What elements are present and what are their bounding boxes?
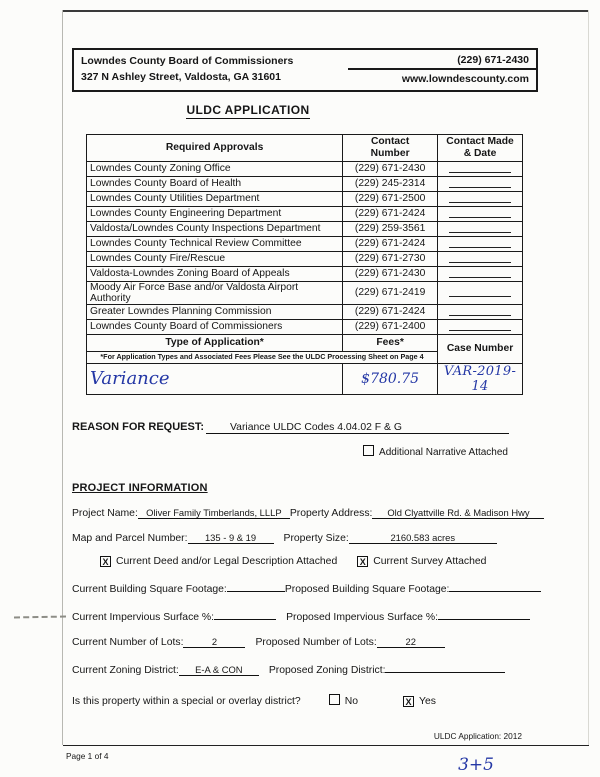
building-square-footage-row bbox=[72, 579, 538, 595]
current-impervious-field[interactable] bbox=[214, 607, 276, 620]
approval-name: Lowndes County Board of Health bbox=[87, 176, 343, 191]
page-number: Page 1 of 4 bbox=[66, 751, 109, 761]
approval-row bbox=[87, 191, 523, 206]
scan-artifact-dashes bbox=[14, 616, 66, 619]
scan-edge-top bbox=[62, 10, 589, 12]
fees-footnote: *For Application Types and Associated Fees Please See the ULDC Processing Sheet on Page 4 bbox=[87, 351, 438, 363]
approval-row bbox=[87, 176, 523, 191]
contact-made-cell bbox=[438, 236, 523, 251]
property-size-value: 2160.583 acres bbox=[390, 531, 456, 543]
handwritten-margin-note: 3+5 bbox=[458, 755, 494, 775]
contact-made-cell bbox=[438, 251, 523, 266]
reason-for-request-value: Variance ULDC Codes 4.04.02 F & G bbox=[230, 421, 402, 433]
deed-attached-checkbox[interactable]: X bbox=[100, 556, 111, 567]
approval-row bbox=[87, 161, 523, 176]
approval-phone: (229) 671-2430 bbox=[343, 161, 438, 176]
approval-phone: (229) 671-2424 bbox=[343, 206, 438, 221]
current-building-sqft-label: Current Building Square Footage: bbox=[72, 583, 227, 595]
deed-attached-label: Current Deed and/or Legal Description Attached bbox=[116, 555, 338, 567]
project-name-row bbox=[72, 506, 538, 519]
approval-row bbox=[87, 266, 523, 281]
current-building-sqft-field[interactable] bbox=[227, 579, 285, 592]
current-impervious-label: Current Impervious Surface %: bbox=[72, 611, 215, 623]
contact-made-blank[interactable] bbox=[449, 177, 511, 188]
fee-entry-handwritten[interactable]: $780.75 bbox=[343, 363, 438, 394]
approval-row bbox=[87, 304, 523, 319]
overlay-yes-checkbox[interactable]: X bbox=[403, 696, 414, 707]
contact-made-blank[interactable] bbox=[449, 207, 511, 218]
contact-made-blank[interactable] bbox=[449, 286, 511, 297]
approval-row bbox=[87, 251, 523, 266]
proposed-building-sqft-field[interactable] bbox=[449, 579, 541, 592]
project-information-heading: PROJECT INFORMATION bbox=[72, 481, 208, 494]
application-type-entry-handwritten[interactable]: Variance bbox=[87, 363, 343, 394]
contact-made-blank[interactable] bbox=[449, 237, 511, 248]
proposed-zoning-label: Proposed Zoning District: bbox=[268, 664, 386, 676]
approval-row bbox=[87, 281, 523, 304]
project-name-label: Project Name: bbox=[72, 507, 138, 519]
contact-made-blank[interactable] bbox=[449, 305, 511, 316]
approval-row bbox=[87, 319, 523, 334]
proposed-lots-field[interactable] bbox=[377, 635, 445, 648]
project-name-value: Oliver Family Timberlands, LLLP bbox=[146, 506, 282, 518]
proposed-zoning-field[interactable] bbox=[385, 660, 505, 673]
contact-made-cell bbox=[438, 206, 523, 221]
property-address-value: Old Clyattville Rd. & Madison Hwy bbox=[387, 506, 530, 518]
approval-name: Lowndes County Engineering Department bbox=[87, 206, 343, 221]
approval-phone: (229) 259-3561 bbox=[343, 221, 438, 236]
additional-narrative-label: Additional Narrative Attached bbox=[379, 446, 508, 458]
approval-name: Valdosta/Lowndes County Inspections Department bbox=[87, 221, 343, 236]
approval-row bbox=[87, 206, 523, 221]
contact-made-blank[interactable] bbox=[449, 320, 511, 331]
property-address-field[interactable] bbox=[372, 506, 544, 519]
overlay-no-checkbox[interactable] bbox=[329, 694, 340, 705]
overlay-yes-label: Yes bbox=[418, 695, 436, 707]
approval-phone: (229) 671-2500 bbox=[343, 191, 438, 206]
map-parcel-row bbox=[72, 531, 538, 544]
number-of-lots-row bbox=[72, 635, 538, 648]
proposed-impervious-label: Proposed Impervious Surface %: bbox=[286, 611, 438, 623]
org-address: 327 N Ashley Street, Valdosta, GA 31601 bbox=[81, 70, 281, 83]
approval-name: Greater Lowndes Planning Commission bbox=[87, 304, 343, 319]
approval-name: Moody Air Force Base and/or Valdosta Airport Authority bbox=[87, 281, 343, 304]
required-approvals-table bbox=[86, 134, 523, 395]
contact-made-cell bbox=[438, 304, 523, 319]
overlay-district-row bbox=[72, 694, 538, 707]
current-zoning-value: E-A & CON bbox=[195, 663, 243, 675]
property-size-label: Property Size: bbox=[283, 532, 349, 544]
form-version-text: ULDC Application: 2012 bbox=[433, 731, 522, 741]
contact-made-blank[interactable] bbox=[449, 192, 511, 203]
approval-row bbox=[87, 221, 523, 236]
current-zoning-field[interactable] bbox=[179, 663, 259, 676]
form-title: ULDC APPLICATION bbox=[186, 102, 310, 117]
overlay-no-label: No bbox=[344, 695, 358, 707]
attachments-row bbox=[72, 556, 538, 567]
current-lots-value: 2 bbox=[211, 635, 218, 647]
survey-attached-checkbox[interactable]: X bbox=[357, 556, 368, 567]
contact-made-cell bbox=[438, 161, 523, 176]
approval-name: Lowndes County Fire/Rescue bbox=[87, 251, 343, 266]
contact-made-blank[interactable] bbox=[449, 252, 511, 263]
zoning-district-row bbox=[72, 660, 538, 676]
current-zoning-label: Current Zoning District: bbox=[72, 664, 179, 676]
contact-made-cell bbox=[438, 176, 523, 191]
fees-header: Fees* bbox=[343, 334, 438, 351]
map-parcel-field[interactable] bbox=[188, 531, 274, 544]
application-entry-row bbox=[87, 363, 523, 394]
approval-phone: (229) 671-2730 bbox=[343, 251, 438, 266]
footer-rule bbox=[63, 745, 589, 746]
col-required-approvals: Required Approvals bbox=[87, 134, 343, 161]
contact-made-cell bbox=[438, 191, 523, 206]
scan-edge-right bbox=[588, 10, 589, 745]
proposed-impervious-field[interactable] bbox=[438, 607, 530, 620]
table-header-row bbox=[87, 134, 523, 161]
proposed-building-sqft-label: Proposed Building Square Footage: bbox=[284, 583, 450, 595]
current-lots-label: Current Number of Lots: bbox=[72, 636, 184, 648]
approval-phone: (229) 671-2424 bbox=[343, 236, 438, 251]
contact-made-blank[interactable] bbox=[449, 162, 511, 173]
property-address-label: Property Address: bbox=[289, 507, 373, 519]
approval-name: Lowndes County Zoning Office bbox=[87, 161, 343, 176]
reason-for-request-row bbox=[72, 421, 538, 434]
overlay-question-label: Is this property within a special or overlay district? bbox=[72, 695, 301, 707]
application-type-header-row bbox=[87, 334, 523, 351]
contact-made-blank[interactable] bbox=[449, 267, 511, 278]
page-content bbox=[72, 48, 538, 707]
contact-made-cell bbox=[438, 319, 523, 334]
letterhead-org bbox=[74, 50, 293, 90]
col-contact-number: Contact Number bbox=[343, 134, 438, 161]
approval-row bbox=[87, 236, 523, 251]
property-size-field[interactable] bbox=[349, 531, 497, 544]
approval-phone: (229) 671-2419 bbox=[343, 281, 438, 304]
reason-for-request-label: REASON FOR REQUEST: bbox=[72, 420, 205, 433]
approval-phone: (229) 671-2400 bbox=[343, 319, 438, 334]
additional-narrative-checkbox[interactable] bbox=[363, 445, 374, 456]
additional-narrative-row bbox=[72, 445, 538, 458]
contact-made-cell bbox=[438, 266, 523, 281]
map-parcel-value: 135 - 9 & 19 bbox=[204, 531, 257, 543]
approval-name: Valdosta-Lowndes Zoning Board of Appeals bbox=[87, 266, 343, 281]
approval-phone: (229) 671-2430 bbox=[343, 266, 438, 281]
approval-name: Lowndes County Technical Review Committee bbox=[87, 236, 343, 251]
case-number-header: Case Number bbox=[438, 334, 523, 363]
proposed-lots-value: 22 bbox=[405, 635, 416, 647]
letterhead-contact bbox=[348, 50, 536, 90]
type-of-application-header: Type of Application* bbox=[87, 334, 343, 351]
org-website: www.lowndescounty.com bbox=[401, 73, 529, 85]
contact-made-cell bbox=[438, 221, 523, 236]
impervious-surface-row bbox=[72, 607, 538, 623]
proposed-lots-label: Proposed Number of Lots: bbox=[255, 636, 377, 648]
survey-attached-label: Current Survey Attached bbox=[373, 555, 487, 567]
approval-phone: (229) 245-2314 bbox=[343, 176, 438, 191]
map-parcel-label: Map and Parcel Number: bbox=[72, 532, 188, 544]
current-lots-field[interactable] bbox=[183, 635, 245, 648]
contact-made-cell bbox=[438, 281, 523, 304]
case-number-entry-handwritten[interactable]: VAR-2019-14 bbox=[438, 363, 523, 394]
col-contact-made-date: Contact Made & Date bbox=[438, 134, 523, 161]
scan-edge-left bbox=[62, 10, 63, 745]
org-name: Lowndes County Board of Commissioners bbox=[81, 55, 294, 67]
project-name-field[interactable] bbox=[138, 506, 290, 519]
approval-name: Lowndes County Utilities Department bbox=[87, 191, 343, 206]
reason-for-request-field[interactable] bbox=[206, 421, 509, 434]
org-phone: (229) 671-2430 bbox=[348, 50, 536, 70]
contact-made-blank[interactable] bbox=[449, 222, 511, 233]
letterhead-box bbox=[72, 48, 538, 92]
approval-phone: (229) 671-2424 bbox=[343, 304, 438, 319]
approval-name: Lowndes County Board of Commissioners bbox=[87, 319, 343, 334]
